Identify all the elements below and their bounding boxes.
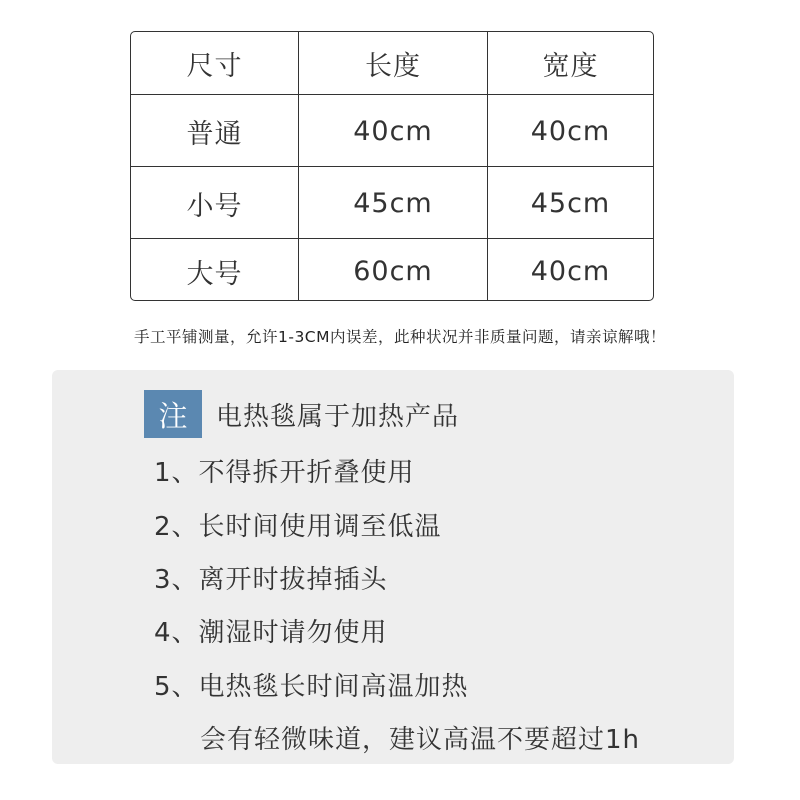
measurement-note: 手工平铺测量，允许1-3CM内误差，此种状况并非质量问题，请亲谅解哦！ — [133, 328, 666, 346]
notice-title: 电热毯属于加热产品 — [216, 402, 460, 432]
notice-item: 4、潮湿时请勿使用 — [154, 618, 388, 648]
table-header-row — [131, 32, 653, 94]
table-row — [131, 166, 653, 239]
notice-item: 2、长时间使用调至低温 — [154, 512, 442, 542]
row-size-label: 大号 — [186, 258, 243, 290]
row-length-value: 45cm — [298, 167, 487, 239]
row-width-value: 40cm — [487, 239, 653, 301]
size-table — [130, 31, 654, 301]
notice-item: 3、离开时拔掉插头 — [154, 565, 388, 595]
header-width: 宽度 — [487, 32, 653, 94]
header-length: 长度 — [298, 32, 487, 94]
notice-item: 5、电热毯长时间高温加热 — [154, 672, 469, 702]
row-size-label: 普通 — [186, 118, 243, 150]
notice-item-continuation: 会有轻微味道，建议高温不要超过1h — [200, 725, 641, 755]
table-row — [131, 238, 653, 301]
row-width-value: 45cm — [487, 167, 653, 239]
row-size-label: 小号 — [186, 190, 243, 222]
notice-tag: 注 — [144, 390, 202, 438]
notice-item: 1、不得拆开折叠使用 — [154, 458, 415, 488]
notice-box — [52, 370, 734, 764]
row-length-value: 60cm — [298, 239, 487, 301]
row-length-value: 40cm — [298, 95, 487, 167]
row-width-value: 40cm — [487, 95, 653, 167]
table-row — [131, 94, 653, 167]
header-size: 尺寸 — [186, 50, 243, 82]
